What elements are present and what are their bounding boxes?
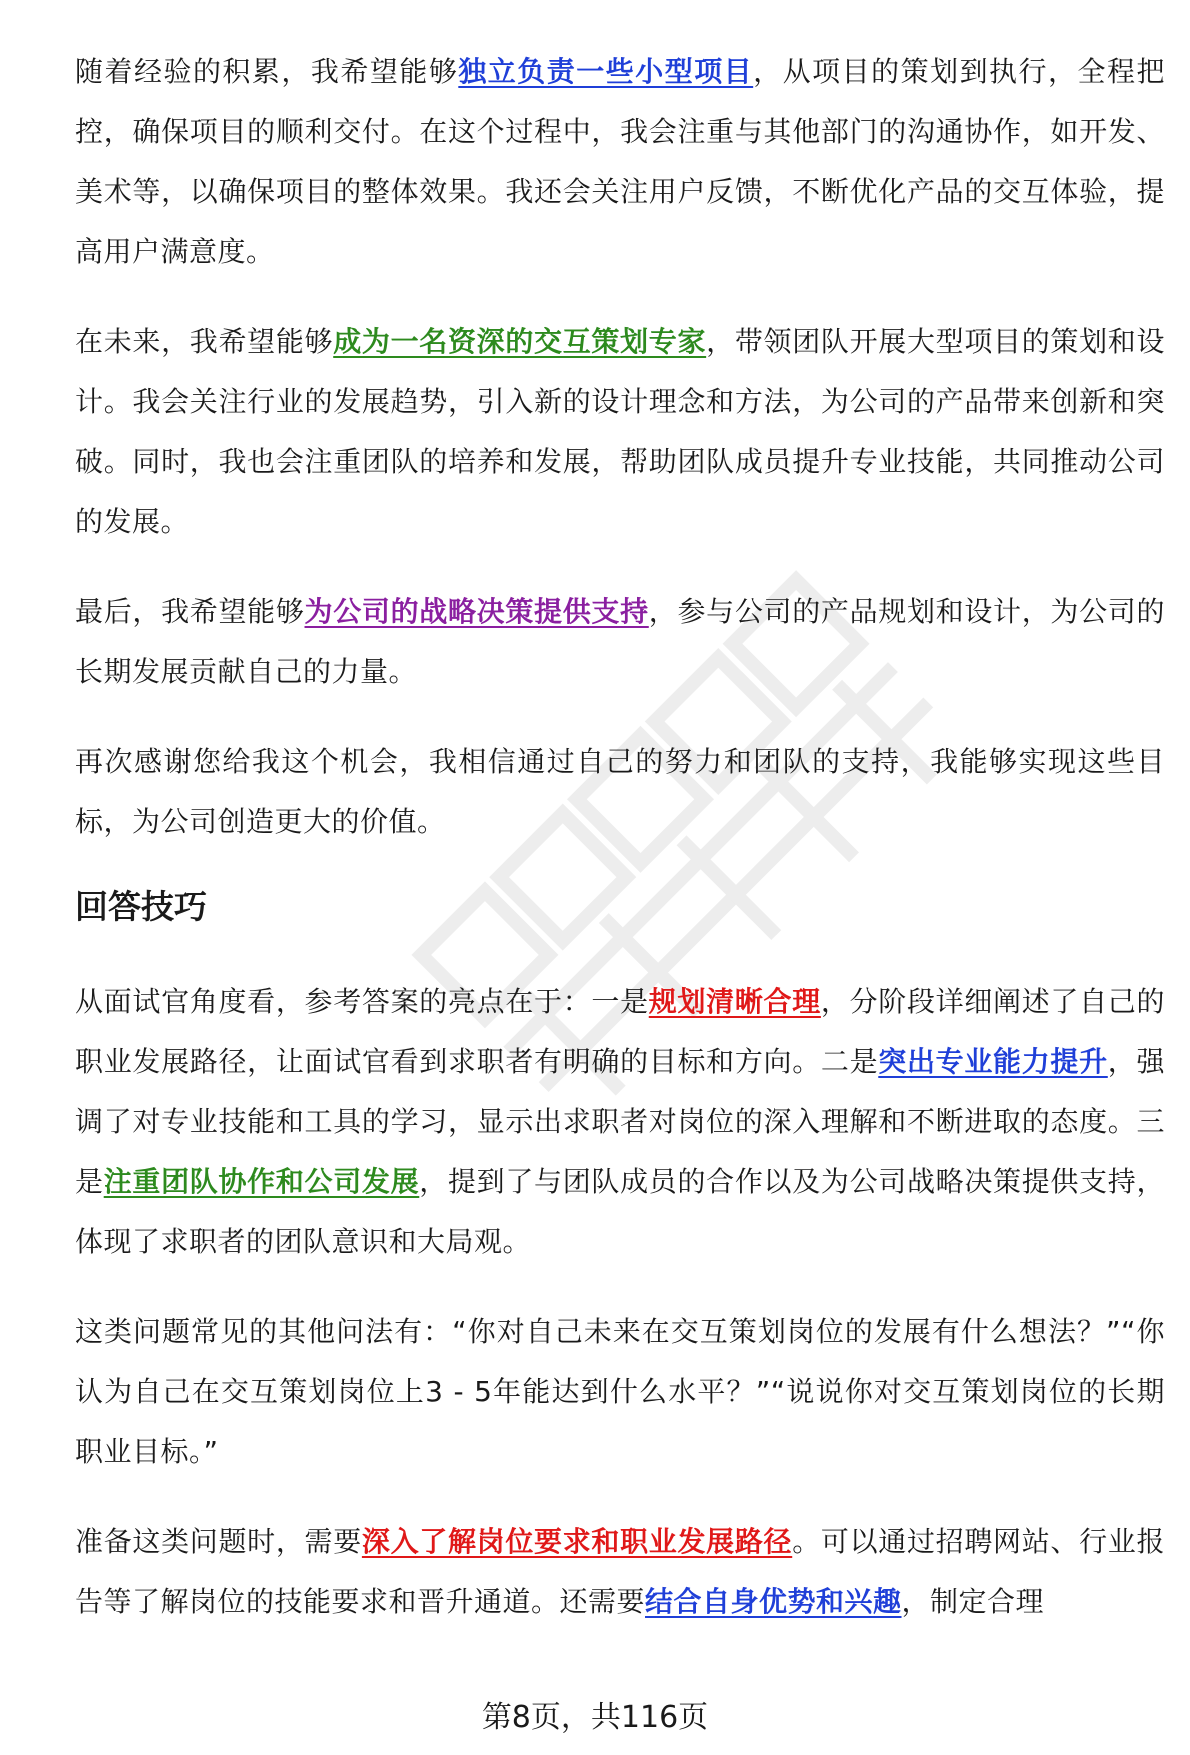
page-footer: 第8页，共116页 [481, 1700, 709, 1735]
document-content [75, 42, 1165, 1662]
text-segment: ，从项目的策划到执行，全程把控，确保项目的顺利交付。在这个过程中，我会注重与其他部门的沟通协作，如开发、美术等，以确保项目的整体效果。我还会关注用户反馈，不断优化产品的交互体验，提高用户满意度。 [75, 55, 1165, 268]
highlight-understand-requirements: 深入了解岗位要求和职业发展路径 [361, 1525, 793, 1558]
highlight-skill-improvement: 突出专业能力提升 [878, 1045, 1108, 1078]
text-segment: ，分阶段详细阐述了自己的职业发展路径，让面试官看到求职者有明确的目标和方向。二是 [75, 985, 1165, 1078]
paragraph-preparation [75, 1512, 1165, 1632]
paragraph-independent-projects [75, 42, 1165, 282]
text-segment: ，强调了对专业技能和工具的学习，显示出求职者对岗位的深入理解和不断进取的态度。三是 [75, 1045, 1165, 1198]
text-segment: 在未来，我希望能够 [75, 325, 334, 358]
paragraph-strategic-support [75, 582, 1165, 702]
section-heading: 回答技巧 [75, 887, 207, 926]
text-segment: ，制定合理 [901, 1585, 1045, 1618]
highlight-independent-projects: 独立负责一些小型项目 [458, 55, 754, 88]
highlight-senior-expert: 成为一名资深的交互策划专家 [333, 325, 707, 358]
text-segment: 最后，我希望能够 [75, 595, 305, 628]
text-segment: 随着经验的积累，我希望能够 [75, 55, 459, 88]
paragraph-thanks [75, 732, 1165, 852]
highlight-strengths-interests: 结合自身优势和兴趣 [645, 1585, 902, 1618]
highlight-teamwork: 注重团队协作和公司发展 [103, 1165, 420, 1198]
text-segment: ，带领团队开展大型项目的策划和设计。我会关注行业的发展趋势，引入新的设计理念和方法，为公司的产品带来创新和突破。同时，我也会注重团队的培养和发展，帮助团队成员提升专业技能，共同推动公司的发展。 [75, 325, 1165, 538]
highlight-strategic-support: 为公司的战略决策提供支持 [304, 595, 649, 628]
paragraph-senior-expert [75, 312, 1165, 552]
paragraph-tips-highlights [75, 972, 1165, 1272]
highlight-clear-planning: 规划清晰合理 [648, 985, 821, 1018]
text-segment: 。可以通过招聘网站、行业报告等了解岗位的技能要求和晋升通道。还需要 [75, 1525, 1165, 1618]
text-segment: 这类问题常见的其他问法有：“你对自己未来在交互策划岗位的发展有什么想法？”“你认为自己在交互策划岗位上3 - 5年能达到什么水平？”“说说你对交互策划岗位的长期职业目标。” [75, 1315, 1165, 1468]
text-segment: 准备这类问题时，需要 [75, 1525, 362, 1558]
paragraph-other-questions [75, 1302, 1165, 1482]
text-segment: ，参与公司的产品规划和设计，为公司的长期发展贡献自己的力量。 [75, 595, 1165, 688]
text-segment: ，提到了与团队成员的合作以及为公司战略决策提供支持，体现了求职者的团队意识和大局观。 [75, 1165, 1165, 1258]
text-segment: 从面试官角度看，参考答案的亮点在于：一是 [75, 985, 649, 1018]
text-segment: 再次感谢您给我这个机会，我相信通过自己的努力和团队的支持，我能够实现这些目标，为公司创造更大的价值。 [75, 745, 1165, 838]
